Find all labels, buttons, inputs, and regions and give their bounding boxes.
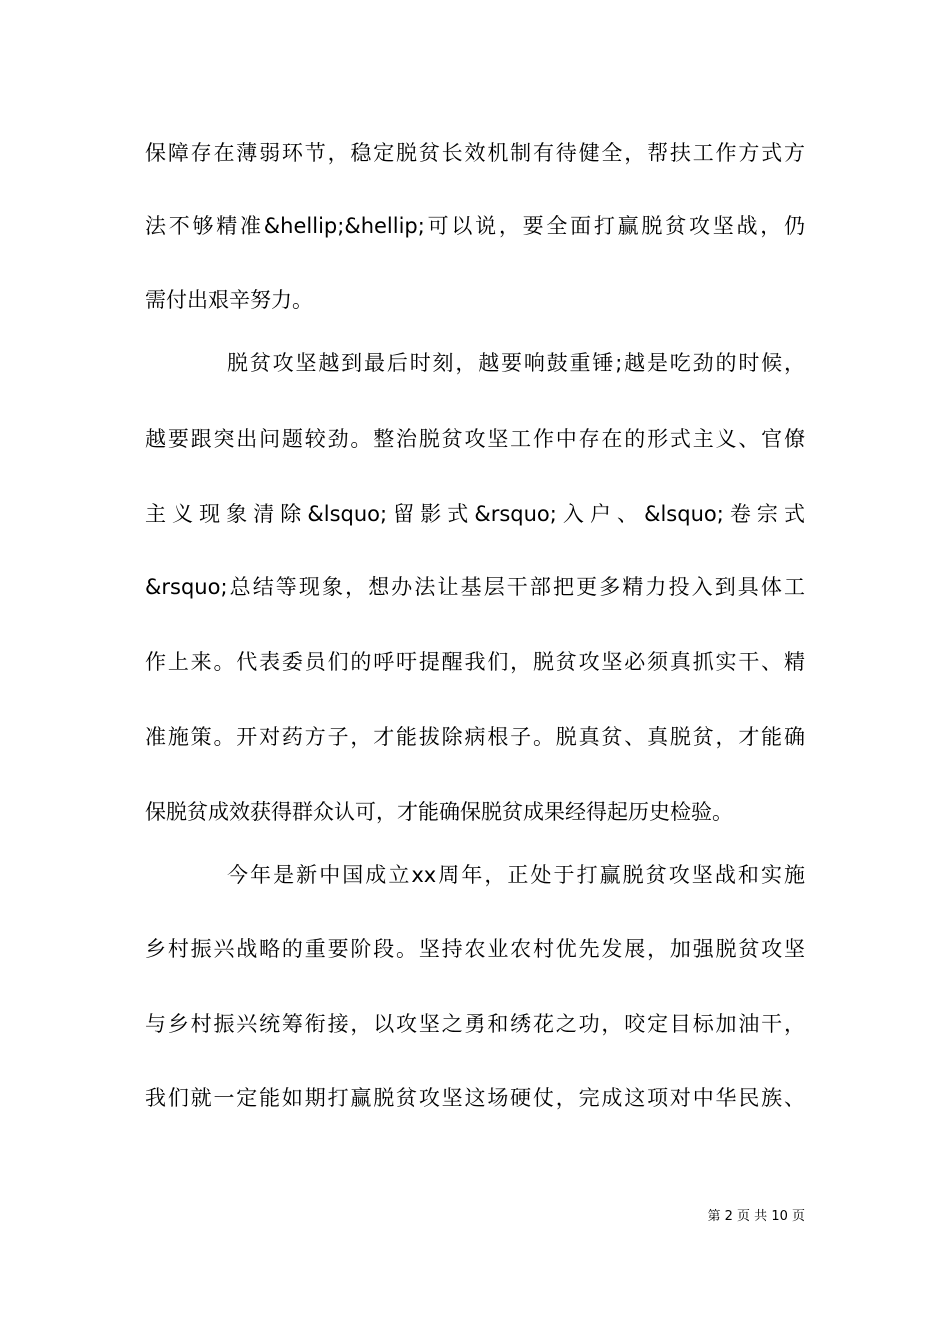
text-line: 准施策。开对药方子，才能拔除病根子。脱真贫、真脱贫，才能确: [145, 725, 805, 749]
text-line: 保脱贫成效获得群众认可，才能确保脱贫成果经得起历史检验。: [145, 800, 733, 824]
text-line: 主义现象清除&lsquo;留影式&rsquo;入户、&lsquo;卷宗式: [145, 502, 805, 526]
text-line: 越要跟突出问题较劲。整治脱贫攻坚工作中存在的形式主义、官僚: [145, 427, 805, 451]
text-line: 今年是新中国成立xx周年，正处于打赢脱贫攻坚战和实施: [227, 863, 805, 887]
text-line: 乡村振兴战略的重要阶段。坚持农业农村优先发展，加强脱贫攻坚: [145, 937, 805, 961]
text-line: 与乡村振兴统筹衔接，以攻坚之勇和绣花之功，咬定目标加油干，: [145, 1012, 805, 1036]
text-line: 需付出艰辛努力。: [145, 288, 313, 312]
text-line: 作上来。代表委员们的呼吁提醒我们，脱贫攻坚必须真抓实干、精: [145, 650, 805, 674]
text-line: 我们就一定能如期打赢脱贫攻坚这场硬仗，完成这项对中华民族、: [145, 1086, 805, 1110]
text-line: 法不够精准&hellip;&hellip;可以说，要全面打赢脱贫攻坚战，仍: [145, 214, 805, 238]
text-line: 保障存在薄弱环节，稳定脱贫长效机制有待健全，帮扶工作方式方: [145, 141, 805, 165]
text-line: 脱贫攻坚越到最后时刻，越要响鼓重锤;越是吃劲的时候，: [227, 351, 805, 375]
page-number: 第 2 页 共 10 页: [707, 1209, 805, 1224]
text-line: &rsquo;总结等现象，想办法让基层干部把更多精力投入到具体工: [145, 575, 805, 599]
